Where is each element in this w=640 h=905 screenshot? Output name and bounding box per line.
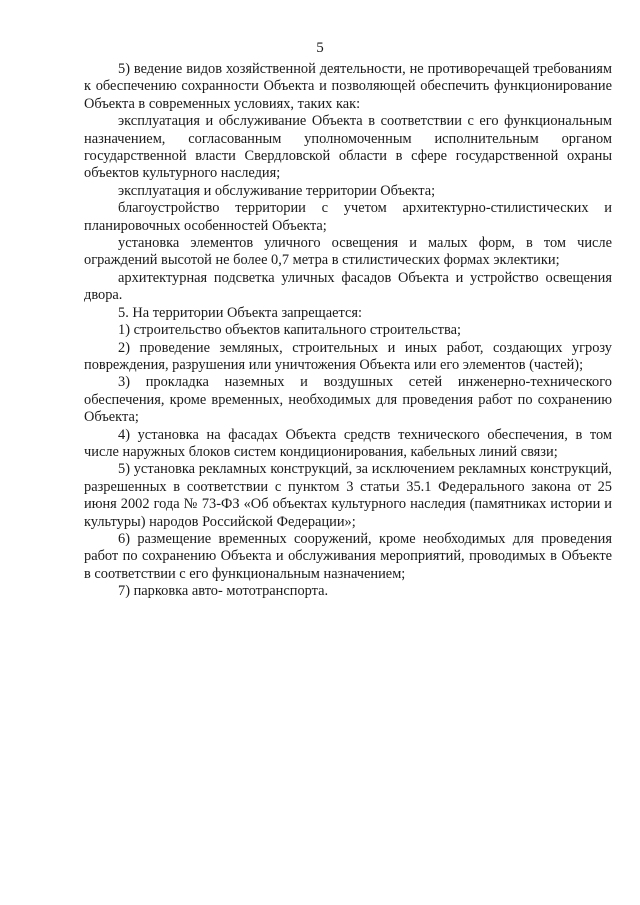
list-item: 7) парковка авто- мототранспорта. xyxy=(118,583,329,600)
list-item: 2) проведение земляных, строительных и иных работ, создающих угрозу повреждения, разрушения или уничтожения Объекта или его элементов (частей); xyxy=(84,339,612,373)
paragraph: эксплуатация и обслуживание Объекта в соответствии с его функциональным назначением, согласованным уполномоченным исполнительным органом государственной власти Свердловской области в сфере государственной охраны объектов культурного наследия; xyxy=(84,113,612,182)
paragraph: архитектурная подсветка уличных фасадов Объекта и устройство освещения двора. xyxy=(84,269,612,304)
paragraph: благоустройство территории с учетом архитектурно-стилистических и планировочных особенностей Объекта; xyxy=(84,200,612,234)
section-heading: 5. На территории Объекта запрещается: xyxy=(118,304,362,321)
list-item: 5) установка рекламных конструкций, за исключением рекламных конструкций, разрешенных в соответствии с пунктом 3 статьи 35.1 Федерального закона от 25 июня 2002 года № 73-ФЗ «Об объектах культурного наследия (памятниках истории и культуры) народов Российской Федерации»; xyxy=(84,461,612,530)
list-item: 3) прокладка наземных и воздушных сетей инженерно-технического обеспечения, кроме временных, необходимых для проведения работ по сохранению Объекта; xyxy=(84,374,612,426)
document-body xyxy=(84,61,612,601)
paragraph: эксплуатация и обслуживание территории Объекта; xyxy=(118,182,436,199)
paragraph: 5) ведение видов хозяйственной деятельности, не противоречащей требованиям к обеспечению сохранности Объекта и позволяющей обеспечить функционирование Объекта в современных условиях, таких как: xyxy=(84,61,612,112)
page-number: 5 xyxy=(316,40,324,56)
paragraph: установка элементов уличного освещения и малых форм, в том числе ограждений высотой не более 0,7 метра в стилистических формах эклектики; xyxy=(84,235,612,269)
list-item: 4) установка на фасадах Объекта средств технического обеспечения, в том числе наружных блоков систем кондиционирования, кабельных линий связи; xyxy=(84,426,612,460)
list-item: 6) размещение временных сооружений, кроме необходимых для проведения работ по сохранению Объекта и обслуживания мероприятий, проводимых в Объекте в соответствии с его функциональным назначением; xyxy=(84,530,612,582)
list-item: 1) строительство объектов капитального строительства; xyxy=(118,322,461,339)
